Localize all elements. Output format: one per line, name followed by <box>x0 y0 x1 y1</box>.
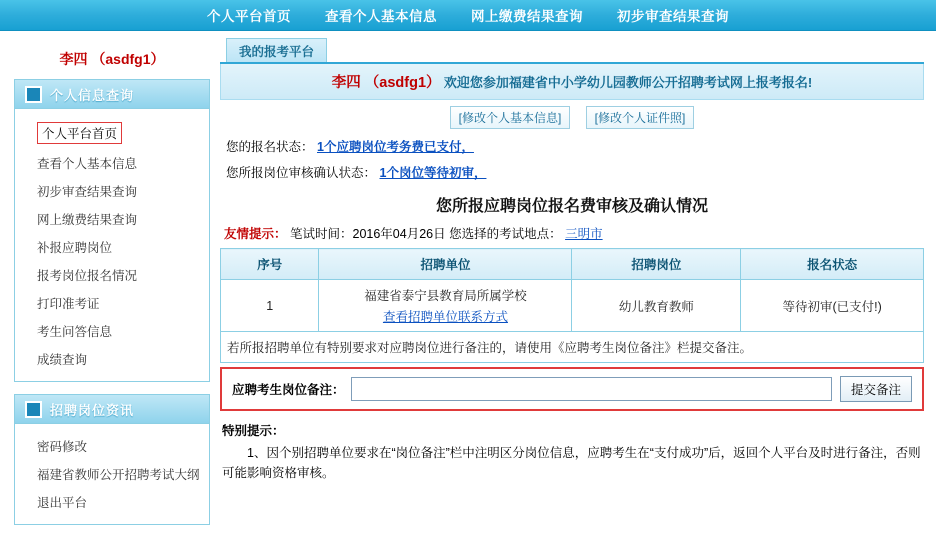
sidebar-item-review-result[interactable] <box>15 177 209 205</box>
status-value-link[interactable]: 1个岗位等待初审， <box>379 166 487 180</box>
panel-title: 招聘岗位资讯 <box>50 402 135 418</box>
sidebar-item-label: 考生问答信息 <box>37 325 113 339</box>
sidebar-item-label: 打印准考证 <box>37 297 100 311</box>
main-content <box>220 39 924 483</box>
edit-id-photo-button[interactable]: [修改个人证件照] <box>586 106 695 129</box>
sidebar-item-application-status[interactable] <box>15 261 209 289</box>
cell-post: 幼儿教育教师 <box>572 280 741 332</box>
remark-label: 应聘考生岗位备注： <box>232 383 345 397</box>
top-navigation <box>0 0 936 31</box>
remark-input[interactable] <box>351 377 832 401</box>
special-notice <box>220 411 924 483</box>
status-label: 您所报岗位审核确认状态： <box>226 166 377 180</box>
remark-submit-box <box>220 367 924 411</box>
nav-item-home[interactable]: 个人平台首页 <box>207 9 291 24</box>
application-table <box>220 248 924 363</box>
panel-body <box>15 109 209 381</box>
sidebar-item-basic-info[interactable] <box>15 149 209 177</box>
nav-item-review-result[interactable]: 初步审查结果查询 <box>617 9 729 24</box>
sidebar-item-home[interactable] <box>15 117 209 149</box>
welcome-text: 欢迎您参加福建省中小学幼儿园教师公开招聘考试网上报考报名! <box>443 75 813 90</box>
column-header-post: 招聘岗位 <box>572 249 741 280</box>
table-head <box>221 249 924 280</box>
sidebar-item-label: 补报应聘岗位 <box>37 241 113 255</box>
sidebar-username: 李四 （asdfg1） <box>59 51 165 67</box>
exam-location-link[interactable]: 三明市 <box>565 227 603 241</box>
sidebar-item-label: 退出平台 <box>37 496 88 510</box>
sidebar-item-score-query[interactable] <box>15 345 209 373</box>
column-header-state: 报名状态 <box>741 249 924 280</box>
sidebar-item-label: 成绩查询 <box>37 353 88 367</box>
welcome-banner <box>220 64 924 100</box>
sidebar-item-exam-syllabus[interactable] <box>15 460 209 488</box>
table-body <box>221 280 924 363</box>
special-notice-item: 1、因个别招聘单位要求在“岗位备注”栏中注明区分岗位信息，应聘考生在“支付成功”后，返回个人平台及时进行备注，否则可能影响资格审核。 <box>222 446 921 480</box>
edit-basic-info-button[interactable]: [修改个人基本信息] <box>450 106 571 129</box>
sidebar-item-supplement-post[interactable] <box>15 233 209 261</box>
action-button-row <box>220 100 924 131</box>
tip-text: 笔试时间：2016年04月26日 您选择的考试地点： <box>290 227 562 241</box>
unit-name: 福建省泰宁县教育局所属学校 <box>364 289 527 303</box>
panel-header <box>15 395 209 424</box>
status-label: 您的报名状态： <box>226 140 314 154</box>
sidebar-panel-recruitment-info <box>14 394 210 525</box>
sidebar-item-label: 个人平台首页 <box>37 122 122 144</box>
submit-remark-button[interactable]: 提交备注 <box>840 376 912 402</box>
tip-label: 友情提示： <box>224 227 287 241</box>
table-row <box>221 280 924 332</box>
tab-my-application-platform[interactable]: 我的报考平台 <box>226 38 327 62</box>
status-line-review <box>220 157 924 183</box>
cell-state: 等待初审(已支付!) <box>741 280 924 332</box>
sidebar-item-logout[interactable] <box>15 488 209 516</box>
friendly-tip <box>220 222 924 248</box>
cell-no: 1 <box>221 280 319 332</box>
nav-item-basic-info[interactable]: 查看个人基本信息 <box>325 9 437 24</box>
column-header-no: 序号 <box>221 249 319 280</box>
status-value-link[interactable]: 1个应聘岗位考务费已支付， <box>317 140 474 154</box>
window-icon <box>25 401 42 418</box>
sidebar-item-label: 网上缴费结果查询 <box>37 213 138 227</box>
sidebar-item-print-admission-ticket[interactable] <box>15 289 209 317</box>
panel-title: 个人信息查询 <box>50 87 135 103</box>
panel-body <box>15 424 209 524</box>
tab-bar <box>220 39 924 64</box>
cell-unit <box>319 280 572 332</box>
column-header-unit: 招聘单位 <box>319 249 572 280</box>
sidebar-item-label: 密码修改 <box>37 440 88 454</box>
sidebar-item-candidate-qa[interactable] <box>15 317 209 345</box>
sidebar-item-label: 查看个人基本信息 <box>37 157 138 171</box>
status-line-application <box>220 131 924 157</box>
nav-item-payment-result[interactable]: 网上缴费结果查询 <box>471 9 583 24</box>
table-note: 若所报招聘单位有特别要求对应聘岗位进行备注的，请使用《应聘考生岗位备注》栏提交备注。 <box>221 332 924 363</box>
sidebar-item-label: 初步审查结果查询 <box>37 185 138 199</box>
sidebar-item-change-password[interactable] <box>15 432 209 460</box>
special-notice-title: 特别提示： <box>222 424 285 438</box>
sidebar-item-label: 福建省教师公开招聘考试大纲 <box>37 468 200 482</box>
sidebar <box>14 39 210 537</box>
table-note-row <box>221 332 924 363</box>
table-header-row <box>221 249 924 280</box>
window-icon <box>25 86 42 103</box>
sidebar-item-label: 报考岗位报名情况 <box>37 269 138 283</box>
body-container <box>0 31 936 537</box>
welcome-username: 李四 （asdfg1） <box>331 75 441 91</box>
panel-header <box>15 80 209 109</box>
sidebar-item-payment-result[interactable] <box>15 205 209 233</box>
page-title: 您所报应聘岗位报名费审核及确认情况 <box>435 198 708 215</box>
unit-contact-link[interactable]: 查看招聘单位联系方式 <box>382 310 508 324</box>
sidebar-panel-personal-info <box>14 79 210 382</box>
